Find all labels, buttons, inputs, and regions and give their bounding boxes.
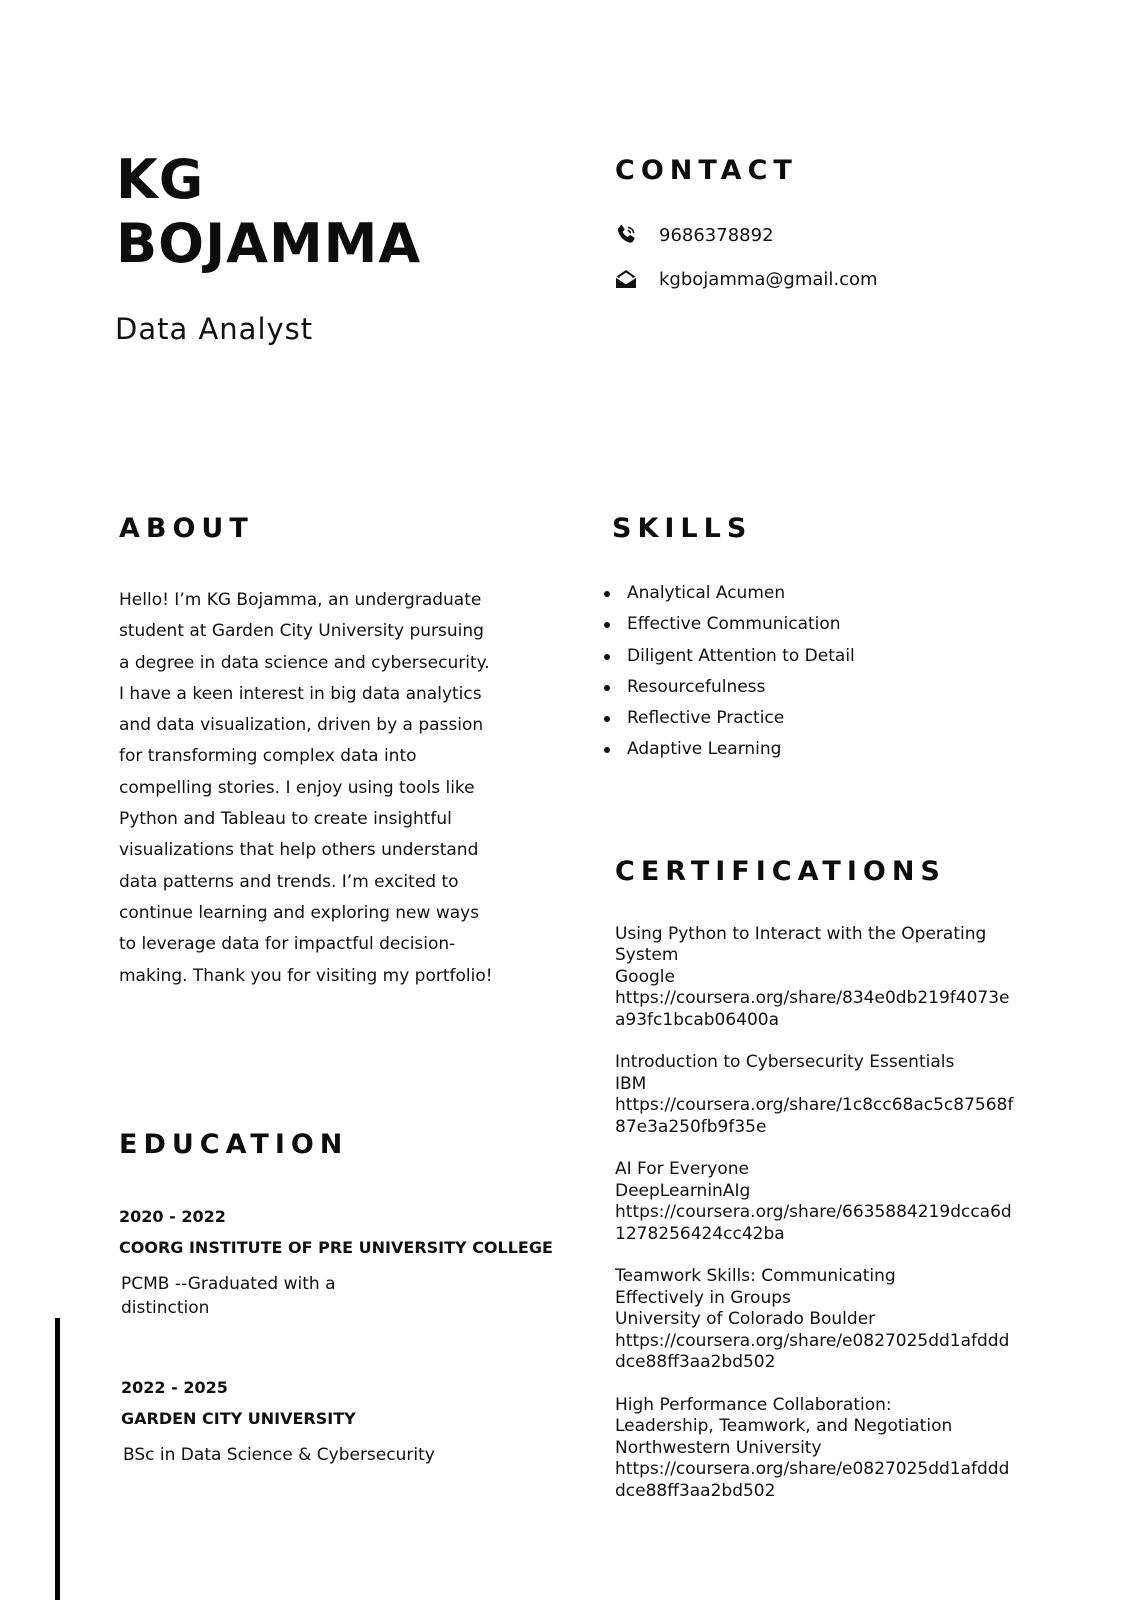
- about-line: a degree in data science and cybersecurity.: [119, 652, 490, 673]
- email-address[interactable]: kgbojamma@gmail.com: [659, 268, 878, 290]
- skill-item: Adaptive Learning: [602, 734, 855, 765]
- skill-item: Diligent Attention to Detail: [602, 641, 855, 672]
- skill-item: Resourcefulness: [602, 672, 855, 703]
- skills-heading: SKILLS: [612, 513, 753, 544]
- envelope-icon: [613, 266, 639, 292]
- certification-title: Using Python to Interact with the Operating System: [615, 924, 987, 966]
- certification-issuer: DeepLearninAIg: [615, 1180, 751, 1201]
- about-line: visualizations that help others understand: [119, 840, 479, 861]
- education-school: GARDEN CITY UNIVERSITY: [121, 1409, 356, 1428]
- certification-item: [615, 1395, 1015, 1502]
- certification-title: Introduction to Cybersecurity Essentials: [615, 1052, 955, 1073]
- about-line: Python and Tableau to create insightful: [119, 809, 452, 830]
- phone-icon: [613, 222, 639, 248]
- education-description-line: distinction: [121, 1298, 210, 1318]
- education-description-line: PCMB --Graduated with a: [121, 1274, 336, 1294]
- contact-heading: CONTACT: [615, 155, 798, 186]
- education-description: [121, 1272, 336, 1320]
- about-line: and data visualization, driven by a passion: [119, 715, 484, 736]
- skill-item: Effective Communication: [602, 609, 855, 640]
- certification-link[interactable]: https://coursera.org/share/834e0db219f4073ea93fc1bcab06400a: [615, 988, 1010, 1030]
- decorative-side-bar: [55, 1318, 60, 1600]
- certification-title: Teamwork Skills: Communicating Effectively in Groups: [615, 1266, 896, 1308]
- about-line: student at Garden City University pursuing: [119, 621, 484, 642]
- certifications-heading: CERTIFICATIONS: [615, 856, 946, 887]
- certification-link[interactable]: https://coursera.org/share/e0827025dd1afddddce88ff3aa2bd502: [615, 1459, 1010, 1501]
- certification-link[interactable]: https://coursera.org/share/e0827025dd1afddddce88ff3aa2bd502: [615, 1330, 1010, 1373]
- about-line: continue learning and exploring new ways: [119, 902, 480, 923]
- certification-item: [615, 1052, 1015, 1138]
- certification-issuer: University of Colorado Boulder: [615, 1309, 876, 1330]
- about-heading: ABOUT: [119, 513, 254, 544]
- name-line-2: BOJAMMA: [116, 212, 422, 275]
- about-line: I have a keen interest in big data analytics: [119, 683, 482, 704]
- certification-title: AI For Everyone: [615, 1159, 749, 1180]
- education-school: COORG INSTITUTE OF PRE UNIVERSITY COLLEGE: [119, 1238, 553, 1257]
- name-line-1: KG: [116, 148, 205, 211]
- phone-number[interactable]: 9686378892: [659, 224, 774, 246]
- certifications-list: [615, 924, 1015, 1523]
- certification-item: [615, 1159, 1015, 1245]
- education-dates: 2020 - 2022: [119, 1207, 226, 1226]
- certification-issuer: Google: [615, 966, 675, 987]
- certification-link[interactable]: https://coursera.org/share/6635884219dcca6d1278256424cc42ba: [615, 1202, 1012, 1244]
- contact-email-row: [613, 266, 878, 292]
- certification-title: High Performance Collaboration: Leadership, Teamwork, and Negotiation: [615, 1394, 953, 1437]
- about-line: compelling stories. I enjoy using tools like: [119, 777, 475, 798]
- certification-issuer: IBM: [615, 1073, 647, 1094]
- candidate-name: [116, 148, 421, 276]
- about-line: data patterns and trends. I’m excited to: [119, 871, 459, 892]
- education-description: [123, 1443, 435, 1467]
- certification-link[interactable]: https://coursera.org/share/1c8cc68ac5c87568f87e3a250fb9f35e: [615, 1095, 1014, 1137]
- about-line: Hello! I’m KG Bojamma, an undergraduate: [119, 590, 482, 610]
- about-text: [119, 585, 519, 992]
- skill-item: Reflective Practice: [602, 703, 855, 734]
- skill-item: Analytical Acumen: [602, 578, 855, 609]
- education-dates: 2022 - 2025: [121, 1378, 228, 1397]
- education-description-line: BSc in Data Science & Cybersecurity: [123, 1445, 435, 1465]
- certification-item: [615, 1266, 1015, 1373]
- job-title: Data Analyst: [115, 312, 314, 346]
- certification-issuer: Northwestern University: [615, 1437, 822, 1458]
- certification-item: [615, 924, 1015, 1031]
- about-line: to leverage data for impactful decision-: [119, 934, 456, 955]
- skills-list: [602, 578, 855, 766]
- about-line: for transforming complex data into: [119, 746, 417, 767]
- education-heading: EDUCATION: [119, 1129, 349, 1160]
- about-line: making. Thank you for visiting my portfolio!: [119, 965, 493, 986]
- contact-phone-row: [613, 222, 774, 248]
